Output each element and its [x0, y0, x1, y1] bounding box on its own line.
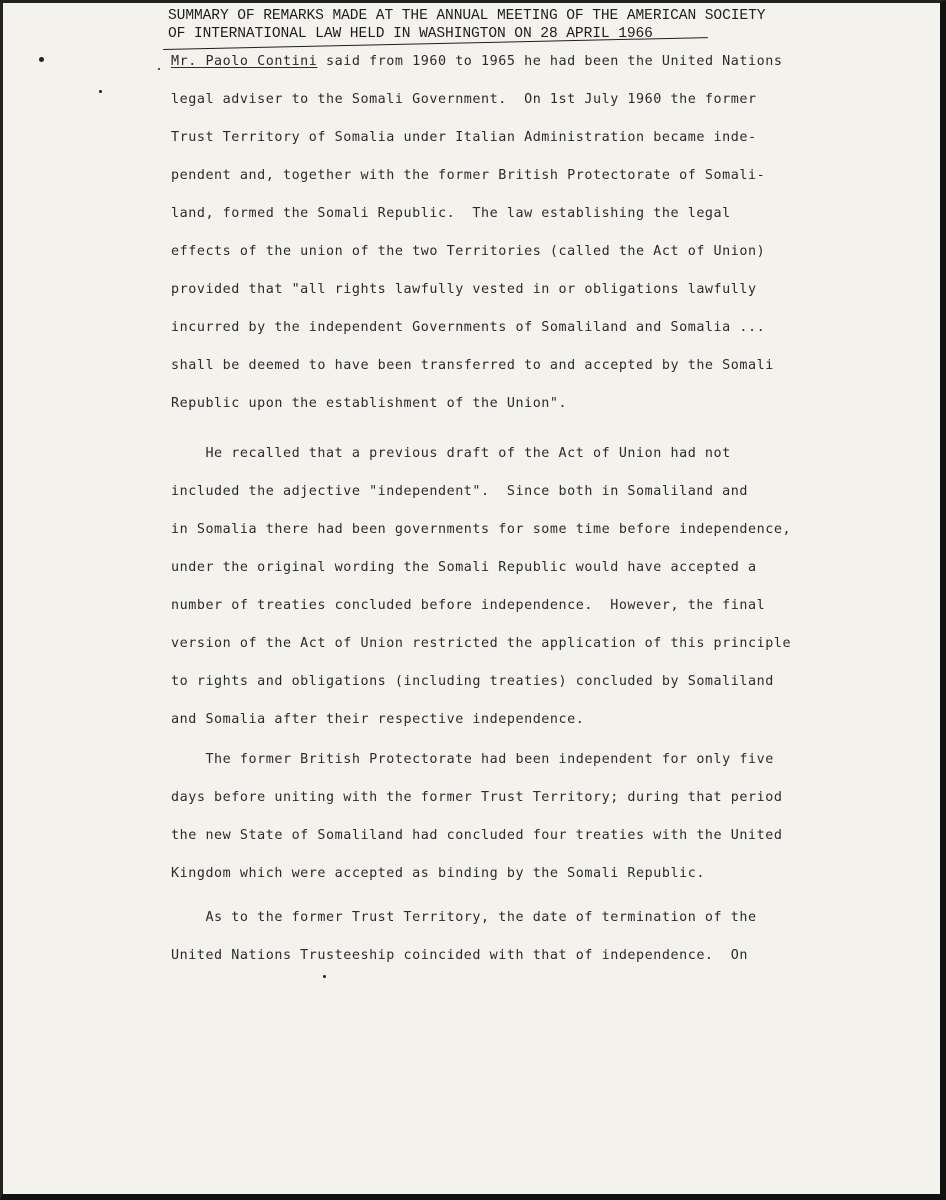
body-line: He recalled that a previous draft of the Act of Union had not: [171, 446, 731, 461]
paper-speck: [99, 90, 102, 93]
body-line: provided that "all rights lawfully vested in or obligations lawfully: [171, 282, 757, 297]
body-line-1: [171, 53, 782, 71]
paper-speck: [158, 68, 160, 70]
heading-line-1: SUMMARY OF REMARKS MADE AT THE ANNUAL MEETING OF THE AMERICAN SOCIETY: [168, 8, 766, 24]
body-line: in Somalia there had been governments for some time before independence,: [171, 522, 792, 537]
paper-speck: [323, 975, 326, 978]
body-line: the new State of Somaliland had concluded four treaties with the United: [171, 828, 783, 843]
first-line-rest: said from 1960 to 1965 he had been the United Nations: [317, 54, 783, 69]
body-line: legal adviser to the Somali Government. On 1st July 1960 the former: [171, 92, 757, 107]
body-line: Trust Territory of Somalia under Italian Administration became inde-: [171, 130, 757, 145]
document-page: [3, 3, 940, 1194]
body-line: effects of the union of the two Territories (called the Act of Union): [171, 244, 766, 259]
body-line: Republic upon the establishment of the Union".: [171, 396, 568, 411]
body-line: under the original wording the Somali Republic would have accepted a: [171, 560, 757, 575]
body-line: number of treaties concluded before independence. However, the final: [171, 598, 766, 613]
document-heading: [168, 7, 868, 43]
body-line: included the adjective "independent". Since both in Somaliland and: [171, 484, 748, 499]
body-line: United Nations Trusteeship coincided with that of independence. On: [171, 948, 748, 963]
body-line: Kingdom which were accepted as binding by the Somali Republic.: [171, 866, 705, 881]
heading-line-2: OF INTERNATIONAL LAW HELD IN WASHINGTON ON 28 APRIL 1966: [168, 26, 653, 42]
body-line: to rights and obligations (including treaties) concluded by Somaliland: [171, 674, 774, 689]
body-line: days before uniting with the former Trust Territory; during that period: [171, 790, 783, 805]
body-line: incurred by the independent Governments of Somaliland and Somalia ...: [171, 320, 766, 335]
body-line: The former British Protectorate had been independent for only five: [171, 752, 774, 767]
body-line: shall be deemed to have been transferred to and accepted by the Somali: [171, 358, 774, 373]
body-line: As to the former Trust Territory, the date of termination of the: [171, 910, 757, 925]
body-line: and Somalia after their respective independence.: [171, 712, 585, 727]
body-line: land, formed the Somali Republic. The law establishing the legal: [171, 206, 731, 221]
body-line: pendent and, together with the former British Protectorate of Somali-: [171, 168, 766, 183]
body-line: version of the Act of Union restricted the application of this principle: [171, 636, 792, 651]
paper-speck: [39, 57, 44, 62]
speaker-name: Mr. Paolo Contini: [171, 54, 318, 69]
